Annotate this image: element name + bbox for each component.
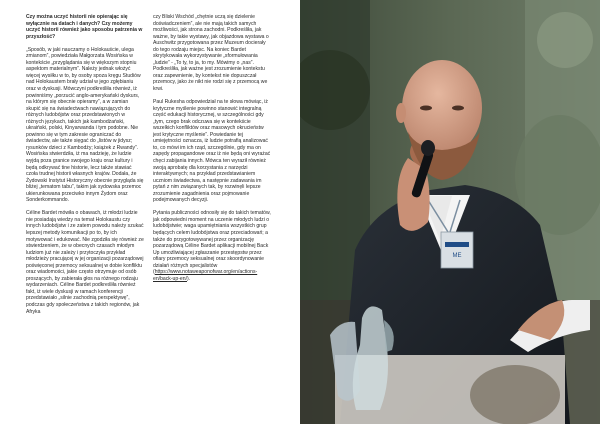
badge-text: ME [452,253,462,259]
speaker-photo [300,0,600,424]
text-column-right [153,14,271,289]
text-column-left [26,14,144,322]
paragraph: czy Bliski Wschód „chętnie uczą się dzielenie doświadczeniem”, ale nie mają takich samych możliwości, jak strona zachodni. Podkreśliła, jak ważne, by takie wystawy, jak objazdowa wystawa o Auschwitz przygotowana przez Muzeum docierały do tego rodzaju miejsc. Na koniec Bardet skrytykowała wykorzystywanie „sformułowania „ludzie” - „To ty, to ja, to my. Mówimy o „nas”. Podkreśliła, jak ważne jest zrozumienie kontekstu oraz zapewnienie, by kontekst nie dopuszczał przemocy, jako że nikt nie rodzi się z przemocą we krwi. [153,14,269,93]
backup-app-link[interactable]: https://www.notaweaponofwar.org/en/actions-en/back-up-en/ [153,269,258,282]
paragraph [153,210,271,282]
conference-badge [441,232,473,268]
paragraph: „Sposób, w jaki nauczamy o Holokauście, ulega zmianom”, powiedziała Małgorzata Wosińska w kontekście „przyglądania się w większym stopniu aspektom materialnym”. Należy jednak włożyć więcej wysiłku w to, by osoby spoza kręgu Studiów nad Holokaustem brały udział w jego zgłębianiu oraz w dyskusji. Mówczyni podkreśliła również, iż powinniśmy „porzucić anglo-amerykański dyskurs, na którym się obecnie opieramy”, a w zamian skupić się na świadectwach nawiązujących do różnych ludobójstw oraz przedstawionych w różnych językach, takich jak kambodżański, ukraiński, polski, Kinyarwanda i tym podobne. Nie powinno się w tym zakresie ograniczać do świadectw, ale także sięgać do „listów w jidysz; rysunków dzieci z Kambodży; książek z Rwandy”. Wosińska stwierdziła, iż ma nadzieję, że ludzie wyjdą poza granice swojego kraju oraz kultury i będą odkrywać tine historie, lecz także stawiać czoła trudnej historii własnych krajów. Dodała, że Żydowski Instytut Historyczny obecnie przygląda się bliżej „tematom tabu”, takim jak sydowska przemoc ukierunkowana przeciwko innym Żydom oraz Sonderkommando. [26,46,144,204]
paragraph: Paul Rukesha odpowiedział na te słowa mówiąc, iż krytyczne myślenie powinno stanowić integralną część edukacji historycznej, w szczególności gdy „tym, czego brak odczuwa się w kontekście wszelkich konfliktów oraz masowych okrucieństw jest krytyczne myślenie”. Powiedanie tej umiejętności oznacza, iż ludzie potrafią analizować to, co mówi im ich rząd, szczególnie, gdy ma on zapędy propagandowe oraz iż nie będą oni wyrażać chęci zabijania innych. Mówca ten wyraził również swoją aprobatę dla korzystania z narzędzi interaktywnych; na przykład przedstawianiem uczniom świadectwa, a następnie zadawania im pytań z nim związanych tak, by rozwinęli lepsze zrozumienie zagadnienia oraz pojmowanie podejmowanych decyzji. [153,99,271,204]
question-heading: Czy można uczyć historii nie opierając się wyłącznie na datach i danych? Czy możemy uczyć historii również jako sposobu patrzenia w przyszłość? [26,14,143,40]
paragraph-text: Pytania publiczności odnosiły się do takich tematów, jak odpowiedni moment na uczenie młodych ludzi o ludobójstwie; waga upamiętniania wszystkich grup będących celem ludobójstwa oraz przeciadowań; a także do przygotowywanej przez organizację pozarządową Céline Bardet aplikacji mobilnej Back Up umożliwiającej zgłaszanie przestępstw przez ofiary przemocy seksualnej oraz skoordynowanie działań różnych specjalistów ( [153,210,271,276]
paragraph-end: ). [186,275,191,282]
paragraph: Céline Bardet mówiła o obawach, iż młodzi ludzie nie posiadają wiedzy na temat Holokaustu czy innych ludobójstw i ze zatem powodu należy szukać lepszej metody komunikacji po to, by ich motywować i edukować. Nie zgodziła się również ze stwierdzeniem, że w obecnych czasach młodym ludziom już nie zależy i przytoczyła przykład młodzieży pracującej w jej organizacji pozarządowej poświęconej przemocy seksualnej w dobie konfliktu oraz wiadomości, jakie często otrzymuje od osób proszących, by zabierała głos na różnego rodzaju wydarzeniach. Céline Bardet podkreśliła również fakt, iż wiele dyskusji w ramach konferencji przedstawiało „silnie zachodnią perspektywę”, podczas gdy społeczeństwa z takich regionów, jak Afryka [26,210,144,315]
